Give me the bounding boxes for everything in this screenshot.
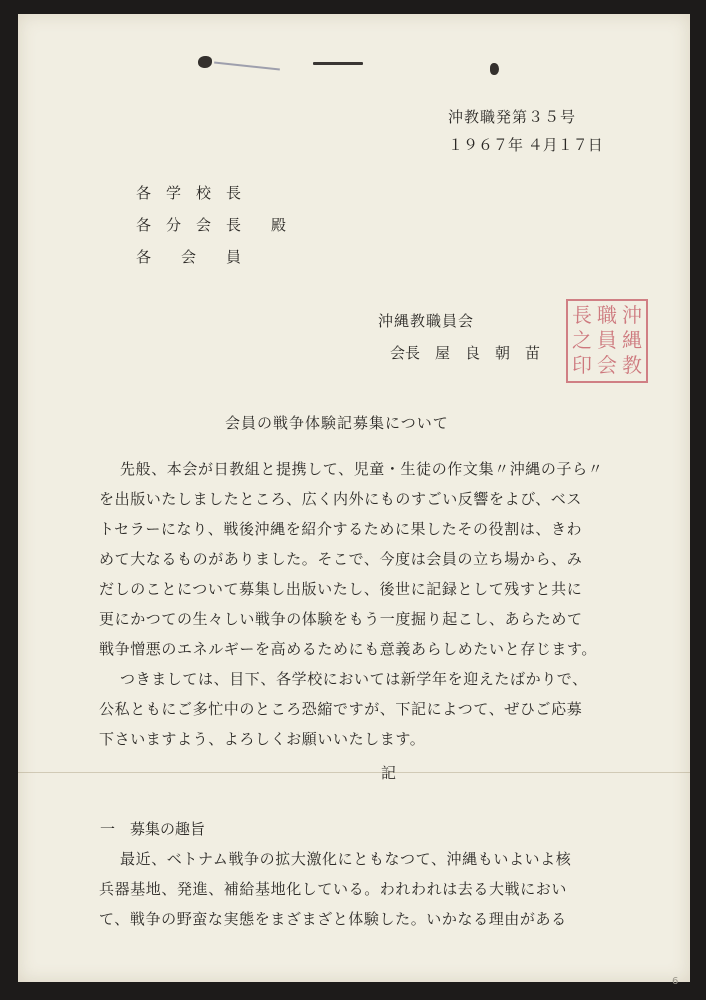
sender-name: 会長 屋 良 朝 苗 <box>390 344 541 362</box>
ink-blot <box>198 56 212 68</box>
official-seal <box>566 299 648 383</box>
seal-char: 職 <box>597 303 617 327</box>
seal-char: 員 <box>597 328 617 352</box>
sender-organization: 沖縄教職員会 <box>378 312 475 330</box>
body-line: 公私ともにご多忙中のところ恐縮ですが、下記によつて、ぜひご応募 <box>99 700 583 718</box>
seal-char: 之 <box>572 328 592 352</box>
ink-dash <box>313 62 363 65</box>
seal-char: 教 <box>622 353 642 377</box>
document-date: １９６７年 ４月１７日 <box>448 136 603 154</box>
body-line: を出版いたしましたところ、広く内外にものすごい反響をよび、ベス <box>99 490 583 508</box>
seal-char: 長 <box>572 303 592 327</box>
section-line: て、戦争の野蛮な実態をまざまざと体験した。いかなる理由がある <box>99 910 567 928</box>
section-line: 兵器基地、発進、補給基地化している。われわれは去る大戦におい <box>99 880 568 898</box>
body-line: 先般、本会が日教組と提携して、児童・生徒の作文集〃沖縄の子ら〃 <box>120 460 604 478</box>
recipient-line: 各 会 員 <box>136 248 242 266</box>
seal-char: 縄 <box>622 328 642 352</box>
body-line: 戦争憎悪のエネルギーを高めるためにも意義あらしめたいと存じます。 <box>99 640 598 658</box>
seal-char: 会 <box>597 353 617 377</box>
body-line: めて大なるものがありました。そこで、今度は会員の立ち場から、み <box>99 550 583 568</box>
recipient-line: 各 分 会 長 殿 <box>136 216 287 234</box>
body-line: だしのことについて募集し出版いたし、後世に記録として残すと共に <box>99 580 583 598</box>
seal-char: 印 <box>572 353 592 377</box>
ink-streak <box>214 62 280 71</box>
document-number: 沖教職発第３５号 <box>448 108 577 126</box>
page-fold-line <box>18 772 690 773</box>
body-line: トセラーになり、戦後沖縄を紹介するために果したその役割は、きわ <box>99 520 583 538</box>
section-line: 最近、ベトナム戦争の拡大激化にともなつて、沖縄もいよいよ核 <box>120 850 572 868</box>
section-heading: 一 募集の趣旨 <box>100 820 206 838</box>
body-line: 下さいますよう、よろしくお願いいたします。 <box>99 730 426 748</box>
document-page <box>18 14 690 982</box>
body-line: 更にかつての生々しい戦争の体験をもう一度掘り起こし、あらためて <box>99 610 583 628</box>
document-title: 会員の戦争体験記募集について <box>225 414 449 432</box>
recipient-line: 各 学 校 長 <box>136 184 242 202</box>
ink-blot <box>490 63 499 75</box>
seal-char: 沖 <box>622 303 642 327</box>
body-line: つきましては、目下、各学校においては新学年を迎えたばかりで、 <box>120 670 588 688</box>
page-number: 6 <box>672 976 679 987</box>
ki-label: 記 <box>381 764 397 782</box>
